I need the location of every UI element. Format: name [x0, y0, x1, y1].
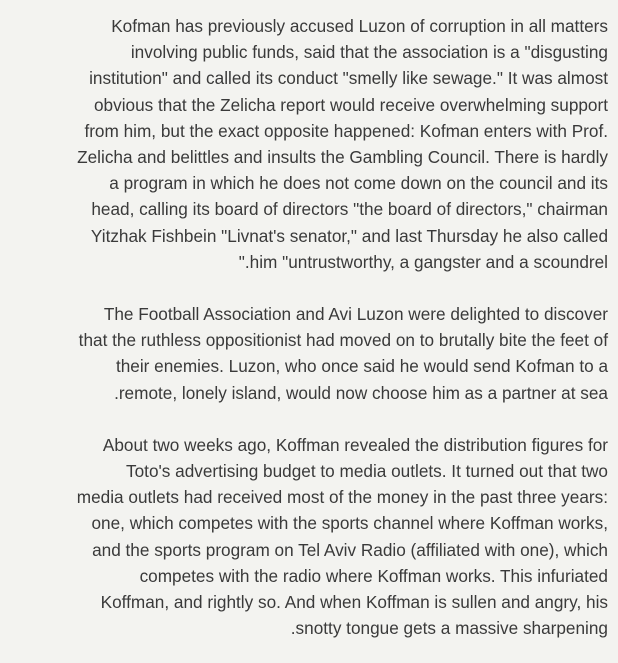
text-line: Yitzhak Fishbein "Livnat's senator," and last Thursday he also called	[90, 225, 608, 246]
text-line: competes with the radio where Koffman works. This infuriated	[139, 565, 608, 586]
text-line: obvious that the Zelicha report would receive overwhelming support	[94, 94, 608, 115]
paragraph-2	[20, 301, 608, 406]
text-line: The Football Association and Avi Luzon were delighted to discover	[103, 304, 608, 325]
text-line: institution" and called its conduct "smelly like sewage." It was almost	[89, 68, 608, 89]
text-line: head, calling its board of directors "the board of directors," chairman	[91, 199, 608, 220]
text-line: their enemies. Luzon, who once said he would send Kofman to a	[115, 356, 608, 377]
text-line: one, which competes with the sports channel where Koffman works,	[91, 513, 608, 534]
text-line: About two weeks ago, Koffman revealed the distribution figures for	[102, 434, 608, 455]
text-line: .snotty tongue gets a massive sharpening	[290, 618, 608, 639]
text-line: and the sports program on Tel Aviv Radio (affiliated with one), which	[92, 539, 608, 560]
text-line: media outlets had received most of the money in the past three years:	[76, 487, 608, 508]
text-line: involving public funds, said that the association is a "disgusting	[130, 42, 608, 63]
text-line: ".him "untrustworthy, a gangster and a scoundrel	[238, 251, 608, 272]
text-line: a program in which he does not come down on the council and its	[109, 173, 608, 194]
text-line: that the ruthless oppositionist had moved on to brutally bite the feet of	[78, 330, 608, 351]
text-line: Toto's advertising budget to media outlets. It turned out that two	[126, 461, 608, 482]
text-line: Zelicha and belittles and insults the Gambling Council. There is hardly	[77, 147, 608, 168]
text-line: from him, but the exact opposite happened: Kofman enters with Prof.	[84, 120, 608, 141]
text-line: .remote, lonely island, would now choose him as a partner at sea	[114, 382, 608, 403]
text-line: Kofman has previously accused Luzon of corruption in all matters	[111, 16, 608, 36]
paragraph-1	[20, 13, 608, 275]
paragraph-3	[20, 432, 608, 642]
text-line: Koffman, and rightly so. And when Koffman is sullen and angry, his	[100, 592, 608, 613]
